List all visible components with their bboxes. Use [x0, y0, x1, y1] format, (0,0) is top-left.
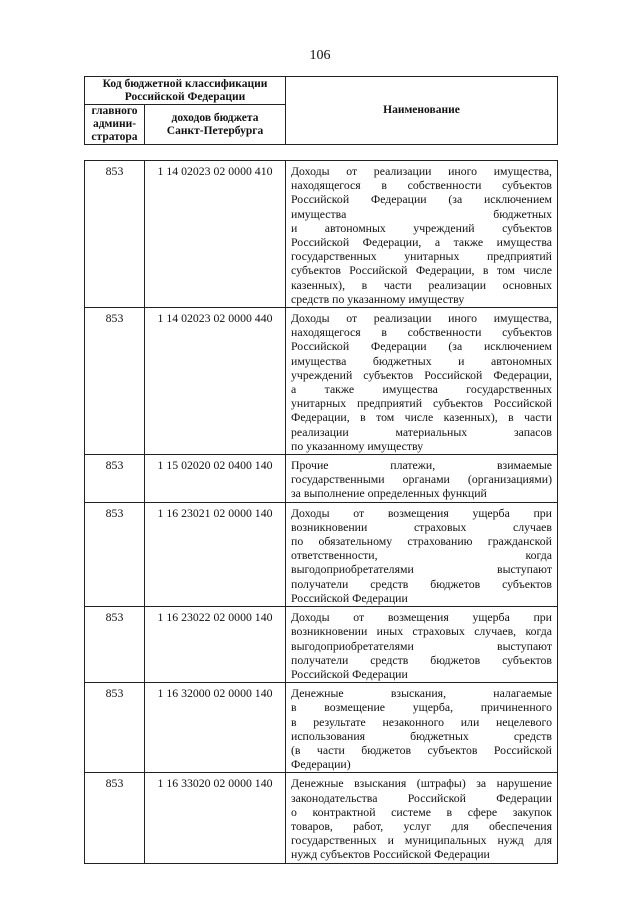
name-line: (в части бюджетов субъектов Российской [291, 742, 552, 757]
name-cell [286, 308, 558, 455]
name-line: Денежные взыскания (штрафы) за нарушение [291, 776, 552, 791]
name-line: Российской Федерации, а также имущества [291, 235, 552, 250]
name-line: получатели средств бюджетов субъектов [291, 652, 552, 667]
name-line: Доходы от реализации иного имущества, [291, 164, 552, 178]
page-number: 106 [309, 48, 331, 63]
name-line: Доходы от возмещения ущерба при [291, 505, 552, 520]
name-line: находящегося в собственности субъектов [291, 325, 552, 340]
name-line: имущества бюджетных [291, 206, 552, 221]
name-line: о контрактной системе в сфере закупок [291, 804, 552, 819]
name-cell [286, 683, 558, 773]
table-row [85, 161, 558, 308]
revenue-code-cell: 1 15 02020 02 0400 140 [145, 455, 286, 503]
name-line: и автономных учреждений субъектов [291, 220, 552, 235]
name-line: Федерации) [291, 757, 351, 772]
table-row [85, 502, 558, 606]
name-line: выгодоприобретателями выступают [291, 638, 552, 653]
admin-code-cell: 853 [85, 683, 145, 773]
budget-code-group-line2: Российской Федерации [124, 90, 246, 103]
table-row [85, 683, 558, 773]
revenue-code-cell: 1 16 33020 02 0000 140 [145, 773, 286, 863]
name-line: а также имущества государственных [291, 382, 552, 397]
name-line: получатели средств бюджетов субъектов [291, 576, 552, 591]
name-line: в результате незаконного или нецелевого [291, 714, 552, 729]
name-column-header: Наименование [286, 77, 558, 145]
revenue-code-cell: 1 14 02023 02 0000 440 [145, 308, 286, 455]
revenue-code-cell: 1 16 23022 02 0000 140 [145, 607, 286, 683]
admin-code-cell: 853 [85, 607, 145, 683]
name-line: выгодоприобретателями выступают [291, 562, 552, 577]
name-line: государственными органами (организациями) [291, 472, 552, 487]
name-line: унитарных предприятий субъектов Российской [291, 396, 552, 411]
name-line: Российской Федерации (за исключением [291, 192, 552, 207]
name-line: законодательства Российской Федерации [291, 790, 552, 805]
revenue-code-cell: 1 14 02023 02 0000 410 [145, 161, 286, 308]
name-line: государственных унитарных предприятий [291, 249, 552, 264]
table-row [85, 773, 558, 863]
table-header [84, 76, 558, 145]
name-line: нужд субъектов Российской Федерации [291, 847, 490, 862]
revenue-code-cell: 1 16 23021 02 0000 140 [145, 502, 286, 606]
name-line: Российской Федерации [291, 590, 408, 605]
budget-code-group-line1: Код бюджетной классификации [102, 77, 268, 90]
admin-code-cell: 853 [85, 773, 145, 863]
admin-code-cell: 853 [85, 308, 145, 455]
name-line: реализации материальных запасов [291, 424, 552, 439]
table-row [85, 308, 558, 455]
name-line: Доходы от реализации иного имущества, [291, 311, 552, 326]
name-line: в возмещение ущерба, причиненного [291, 700, 552, 715]
name-line: по указанному имуществу [291, 438, 424, 453]
name-line: Прочие платежи, взимаемые [291, 458, 552, 473]
name-line: находящегося в собственности субъектов [291, 178, 552, 193]
admin-code-cell: 853 [85, 502, 145, 606]
name-line: Российской Федерации (за исключением [291, 339, 552, 354]
table-row [85, 607, 558, 683]
name-line: Российской Федерации [291, 666, 408, 681]
budget-code-group-header [85, 77, 286, 105]
name-line: использования бюджетных средств [291, 728, 552, 743]
admin-code-cell: 853 [85, 161, 145, 308]
name-cell [286, 607, 558, 683]
name-cell [286, 161, 558, 308]
name-line: имущества бюджетных и автономных [291, 353, 552, 368]
classification-table-body [85, 161, 558, 864]
name-line: возникновении иных страховых случаев, когда [291, 624, 552, 639]
name-cell [286, 455, 558, 503]
name-line: казенных), в части реализации основных [291, 277, 552, 292]
table-row [85, 455, 558, 503]
name-cell [286, 502, 558, 606]
name-line: возникновении страховых случаев [291, 519, 552, 534]
name-line: Денежные взыскания, налагаемые [291, 686, 552, 701]
name-line: Федерации, в том числе казенных), в части [291, 410, 552, 425]
name-cell [286, 773, 558, 863]
name-line: Доходы от возмещения ущерба при [291, 610, 552, 625]
revenue-code-column-header: доходов бюджета Санкт-Петербурга [145, 105, 286, 145]
admin-column-header: главного админи- стратора [85, 105, 145, 145]
name-line: субъектов Российской Федерации, в том числе [291, 263, 552, 278]
name-line: государственных и муниципальных нужд для [291, 833, 552, 848]
classification-table [84, 160, 558, 864]
admin-code-cell: 853 [85, 455, 145, 503]
name-line: средств по указанному имуществу [291, 291, 465, 306]
revenue-code-cell: 1 16 32000 02 0000 140 [145, 683, 286, 773]
name-line: ответственности, когда [291, 548, 552, 563]
name-line: по обязательному страхованию гражданской [291, 534, 552, 549]
name-line: за выполнение определенных функций [291, 486, 487, 501]
name-line: товаров, работ, услуг для обеспечения [291, 818, 552, 833]
name-line: учреждений субъектов Российской Федерации, [291, 367, 552, 382]
